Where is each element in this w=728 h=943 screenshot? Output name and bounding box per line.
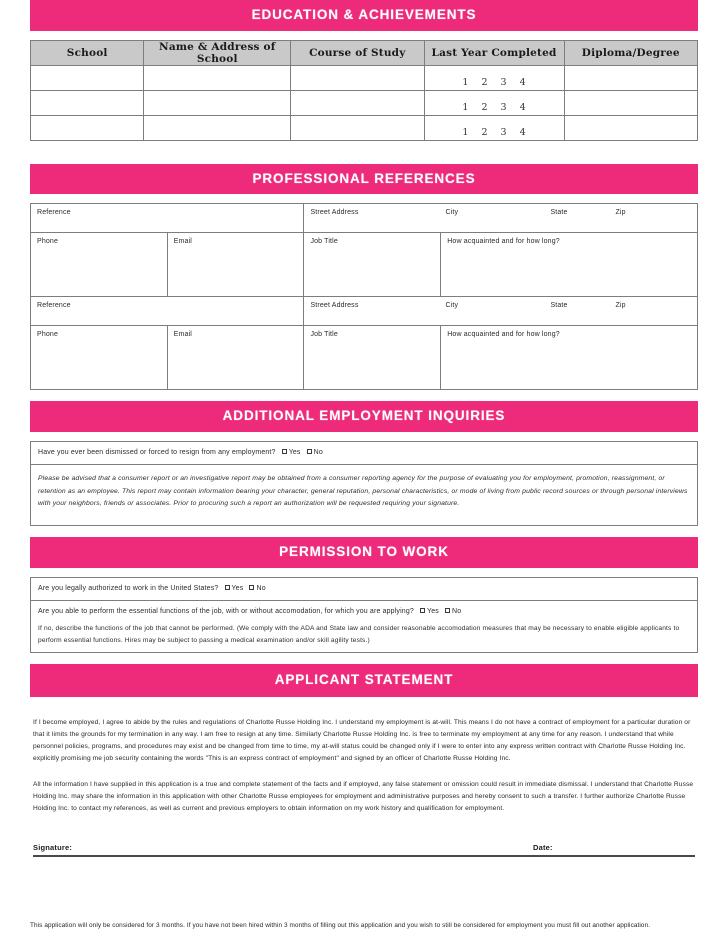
education-column-course: Course of Study	[291, 40, 424, 65]
dismissed-question-label: Have you ever been dismissed or forced to resign from any employment?	[38, 448, 276, 456]
table-row[interactable]	[31, 65, 698, 90]
reference-email-cell[interactable]: Email	[167, 326, 304, 390]
education-cell-course[interactable]	[291, 90, 424, 115]
education-column-diploma: Diploma/Degree	[564, 40, 697, 65]
education-cell-school[interactable]	[31, 65, 144, 90]
reference-address-cell[interactable]	[304, 204, 698, 233]
education-column-last-year: Last Year Completed	[424, 40, 564, 65]
additional-inquiries-table	[30, 441, 698, 527]
checkbox-authorized-yes[interactable]	[225, 585, 230, 590]
reference-zip-label: Zip	[615, 302, 626, 309]
authorized-no-label: No	[256, 584, 266, 592]
table-row[interactable]	[31, 90, 698, 115]
footer-note: This application will only be considered for 3 months. If you have not been hired within 3 months of filling out this application and you wish to still be considered for employment you must fill out another application.	[30, 921, 651, 929]
signature-labels-row	[33, 843, 695, 855]
dismissed-no-label: No	[313, 448, 323, 456]
education-cell-diploma[interactable]	[564, 90, 697, 115]
reference-city-label: City	[445, 209, 459, 216]
signature-label: Signature:	[33, 843, 73, 853]
applicant-statement-paragraph-2: All the information I have supplied in this application is a true and complete statement of the facts and if employed, any false statement or omission could result in immediate dismissal. I understand that Charlotte Russe Holding Inc. may share the information in this application with other Charlotte Russe employees for employment and administrative purposes and hereby consent to such a transfer. I further authorize Charlotte Russe Holding Inc. to contact my references, as well as current and previous employers to obtain information on my work history and qualification for employment.	[33, 780, 694, 812]
reference-row-identity[interactable]	[31, 297, 698, 326]
ada-accommodation-note: If no, describe the functions of the job that cannot be performed. (We comply with the ADA and State law and consider reasonable accomodation measures that may be necessary to enable eligible applicants to perform essential functions. Hires may be subject to passing a medical examination and/or skill agility tests.)	[38, 625, 680, 644]
signature-line[interactable]	[33, 855, 695, 857]
education-cell-name-address[interactable]	[144, 90, 291, 115]
applicant-statement-body	[30, 707, 698, 815]
reference-jobtitle-cell[interactable]: Job Title	[304, 233, 441, 297]
reference-email-cell[interactable]: Email	[167, 233, 304, 297]
reference-acquainted-cell[interactable]: How acquainted and for how long?	[441, 326, 698, 390]
education-cell-school[interactable]	[31, 90, 144, 115]
date-label: Date:	[533, 843, 553, 853]
education-cell-course[interactable]	[291, 65, 424, 90]
essential-yes-label: Yes	[427, 608, 439, 616]
education-header-row	[31, 40, 698, 65]
education-cell-diploma[interactable]	[564, 115, 697, 140]
dismissed-yes-label: Yes	[288, 448, 301, 456]
education-column-school: School	[31, 40, 144, 65]
reference-state-label: State	[550, 209, 568, 216]
education-cell-diploma[interactable]	[564, 65, 697, 90]
reference-state-label: State	[550, 302, 568, 309]
authorized-yes-label: Yes	[231, 584, 244, 592]
education-cell-name-address[interactable]	[144, 115, 291, 140]
checkbox-essential-yes[interactable]	[420, 608, 425, 613]
section-header-education: EDUCATION & ACHIEVEMENTS	[30, 0, 698, 31]
checkbox-essential-no[interactable]	[445, 608, 450, 613]
reference-row-contact[interactable]	[31, 233, 698, 297]
work-authorization-label: Are you legally authorized to work in the United States?	[38, 584, 219, 592]
essential-functions-label: Are you able to perform the essential functions of the job, with or without accomodation, for which you are applying?	[38, 608, 414, 616]
reference-row-contact[interactable]	[31, 326, 698, 390]
dismissed-question-row[interactable]	[31, 441, 698, 465]
work-authorization-cell[interactable]	[31, 577, 698, 601]
section-header-additional-inquiries: ADDITIONAL EMPLOYMENT INQUIRIES	[30, 401, 698, 432]
checkbox-dismissed-yes[interactable]	[282, 449, 287, 454]
essential-functions-row[interactable]	[31, 601, 698, 653]
essential-functions-question	[38, 607, 690, 618]
education-cell-years[interactable]: 1 2 3 4	[424, 115, 564, 140]
education-cell-name-address[interactable]	[144, 65, 291, 90]
education-cell-years[interactable]: 1 2 3 4	[424, 65, 564, 90]
checkbox-authorized-no[interactable]	[249, 585, 254, 590]
reference-acquainted-cell[interactable]: How acquainted and for how long?	[441, 233, 698, 297]
education-cell-years[interactable]: 1 2 3 4	[424, 90, 564, 115]
reference-phone-cell[interactable]: Phone	[31, 326, 168, 390]
reference-row-identity[interactable]	[31, 204, 698, 233]
permission-table	[30, 577, 698, 654]
checkbox-dismissed-no[interactable]	[307, 449, 312, 454]
section-header-applicant-statement: APPLICANT STATEMENT	[30, 664, 698, 697]
consumer-report-notice-row	[31, 465, 698, 526]
references-table	[30, 203, 698, 390]
essential-functions-cell[interactable]	[31, 601, 698, 653]
reference-jobtitle-cell[interactable]: Job Title	[304, 326, 441, 390]
education-cell-course[interactable]	[291, 115, 424, 140]
reference-phone-cell[interactable]: Phone	[31, 233, 168, 297]
table-row[interactable]	[31, 115, 698, 140]
reference-address-cell[interactable]	[304, 297, 698, 326]
section-header-permission: PERMISSION TO WORK	[30, 537, 698, 568]
section-header-references: PROFESSIONAL REFERENCES	[30, 164, 698, 195]
applicant-statement-paragraph-1: If I become employed, I agree to abide by the rules and regulations of Charlotte Russe Holding Inc. I understand my employment is at-will. This means I do not have a contract of employment for a particular duration or that it limits the grounds for my termination in any way. I am free to resign at any time. Similarly Charlotte Russe Holding Inc. is free to terminate my employment at any time for any reason. I understand that while personnel policies, programs, and procedures may exist and be changed from time to time, my at-will status could be changed only if I were to enter into any express written contract with Charlotte Russe Holding Inc. explicitly promising me job security containing the words "This is an express contract of employment" and signed by an officer of Charlotte Russe Holding Inc.	[33, 718, 691, 763]
reference-street-label: Street Address	[310, 302, 359, 309]
signature-area	[30, 843, 698, 857]
reference-city-label: City	[445, 302, 459, 309]
reference-name-cell[interactable]: Reference	[31, 297, 304, 326]
dismissed-question-cell[interactable]	[31, 441, 698, 465]
education-table	[30, 40, 698, 141]
essential-no-label: No	[452, 608, 462, 616]
consumer-report-notice: Please be advised that a consumer report or an investigative report may be obtained from a consumer reporting agency for the purpose of evaluating you for employment, promotion, reassignment, or retention as an employee. This report may contain information bearing your character, general reputation, personal characteristics, or mode of living from public record sources or through personal interviews with your neighbors, friends or associates. Prior to procuring such a report an authorization will be requested requiring your signature.	[31, 465, 698, 526]
reference-street-label: Street Address	[310, 209, 359, 216]
reference-zip-label: Zip	[615, 209, 626, 216]
education-cell-school[interactable]	[31, 115, 144, 140]
work-authorization-row[interactable]	[31, 577, 698, 601]
reference-name-cell[interactable]: Reference	[31, 204, 304, 233]
education-column-name-address: Name & Address of School	[144, 40, 291, 65]
